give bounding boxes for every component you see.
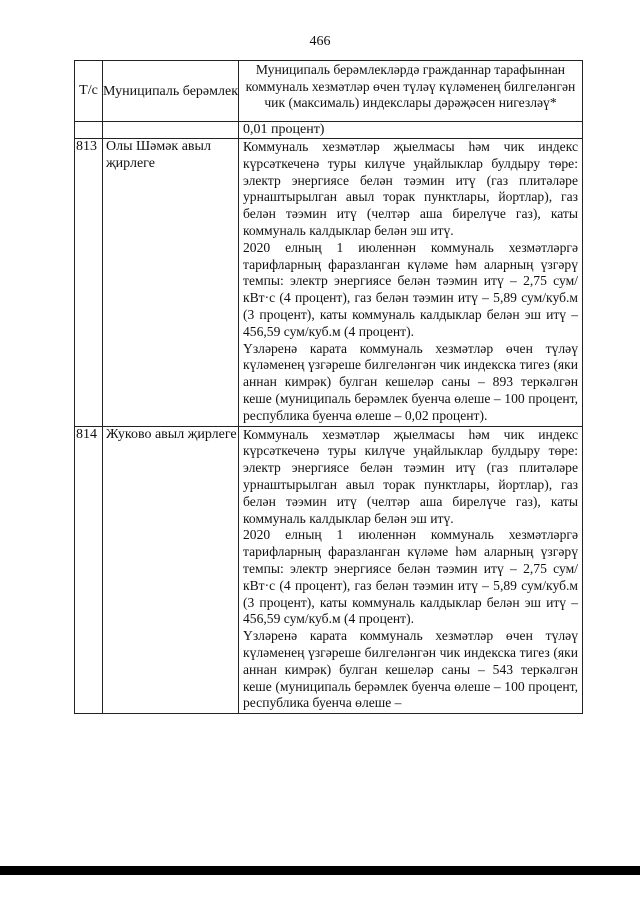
- justification-paragraph: Үзләренә карата коммуналь хезмәтләр өчен түләү күләменең үзгәреше билгеләнгән чик индекска тигез (яки аннан кимрәк) булган кешеләр саны – 543 теркәлгән кеше (муниципаль берәмлек буенча өлеше – 100 процент, республика буенча өлеше –: [243, 628, 578, 711]
- page-number: 466: [309, 34, 331, 49]
- row-justification: [239, 426, 583, 714]
- header-number: Т/с: [75, 61, 103, 122]
- table-row: [75, 139, 583, 427]
- continuation-empty-num: [75, 122, 103, 139]
- table-row: [75, 426, 583, 714]
- tariff-index-table: [74, 60, 583, 714]
- justification-paragraph: Үзләренә карата коммуналь хезмәтләр өчен түләү күләменең үзгәреше билгеләнгән чик индекска тигез (яки аннан кимрәк) булган кешеләр саны – 893 теркәлгән кеше (муниципаль берәмлек буенча өлеше – 100 процент, республика буенча өлеше – 0,02 процент).: [243, 340, 578, 423]
- continuation-text: 0,01 процент): [239, 122, 583, 139]
- header-municipality: Муниципаль берәмлек: [103, 61, 239, 122]
- scan-bottom-border: [0, 866, 640, 875]
- justification-paragraph: 2020 елның 1 июленнән коммуналь хезмәтләргә тарифларның фаразланган күләме һәм аларның үзгәрү темпы: электр энергиясе белән тәэмин итү – 2,75 сум/кВт·с (4 процент), газ белән тәэмин итү – 5,89 сум/куб.м (3 процент), каты коммуналь калдыклар белән эш итү – 456,59 сум/куб.м (4 процент).: [243, 527, 578, 627]
- row-number: 813: [75, 139, 103, 427]
- continuation-empty-municipality: [103, 122, 239, 139]
- table-row-continuation: [75, 122, 583, 139]
- row-justification: [239, 139, 583, 427]
- justification-paragraph: Коммуналь хезмәтләр җыелмасы һәм чик индекс күрсәткеченә туры килүче уңайлыклар булдыру төре: электр энергиясе белән тәэмин итү (газ плитәләре урнаштырылган авыл торак пунктлары, йортлар), газ белән тәэмин итү (челтәр аша бирелүче газ), каты коммуналь калдыклар белән эш итү.: [243, 426, 578, 526]
- row-municipality: Олы Шәмәк авыл җирлеге: [103, 139, 239, 427]
- row-municipality: Жуково авыл җирлеге: [103, 426, 239, 714]
- justification-paragraph: Коммуналь хезмәтләр җыелмасы һәм чик индекс күрсәткеченә туры килүче уңайлыклар булдыру төре: электр энергиясе белән тәэмин итү (газ плитәләре урнаштырылган авыл торак пунктлары, йортлар), газ белән тәэмин итү (челтәр аша бирелүче газ), каты коммуналь калдыклар белән эш итү.: [243, 139, 578, 238]
- table-header-row: [75, 61, 583, 122]
- row-number: 814: [75, 426, 103, 714]
- header-index-justification: Муниципаль берәмлекләрдә гражданнар тарафыннан коммуналь хезмәтләр өчен түләү күләменең билгеләнгән чик (максималь) индекслары дәрәҗәсен нигезләү*: [239, 61, 583, 122]
- justification-paragraph: 2020 елның 1 июленнән коммуналь хезмәтләргә тарифларның фаразланган күләме һәм аларның үзгәрү темпы: электр энергиясе белән тәэмин итү – 2,75 сум/кВт·с (4 процент), газ белән тәэмин итү – 5,89 сум/куб.м (3 процент), каты коммуналь калдыклар белән эш итү – 456,59 сум/куб.м (4 процент).: [243, 239, 578, 339]
